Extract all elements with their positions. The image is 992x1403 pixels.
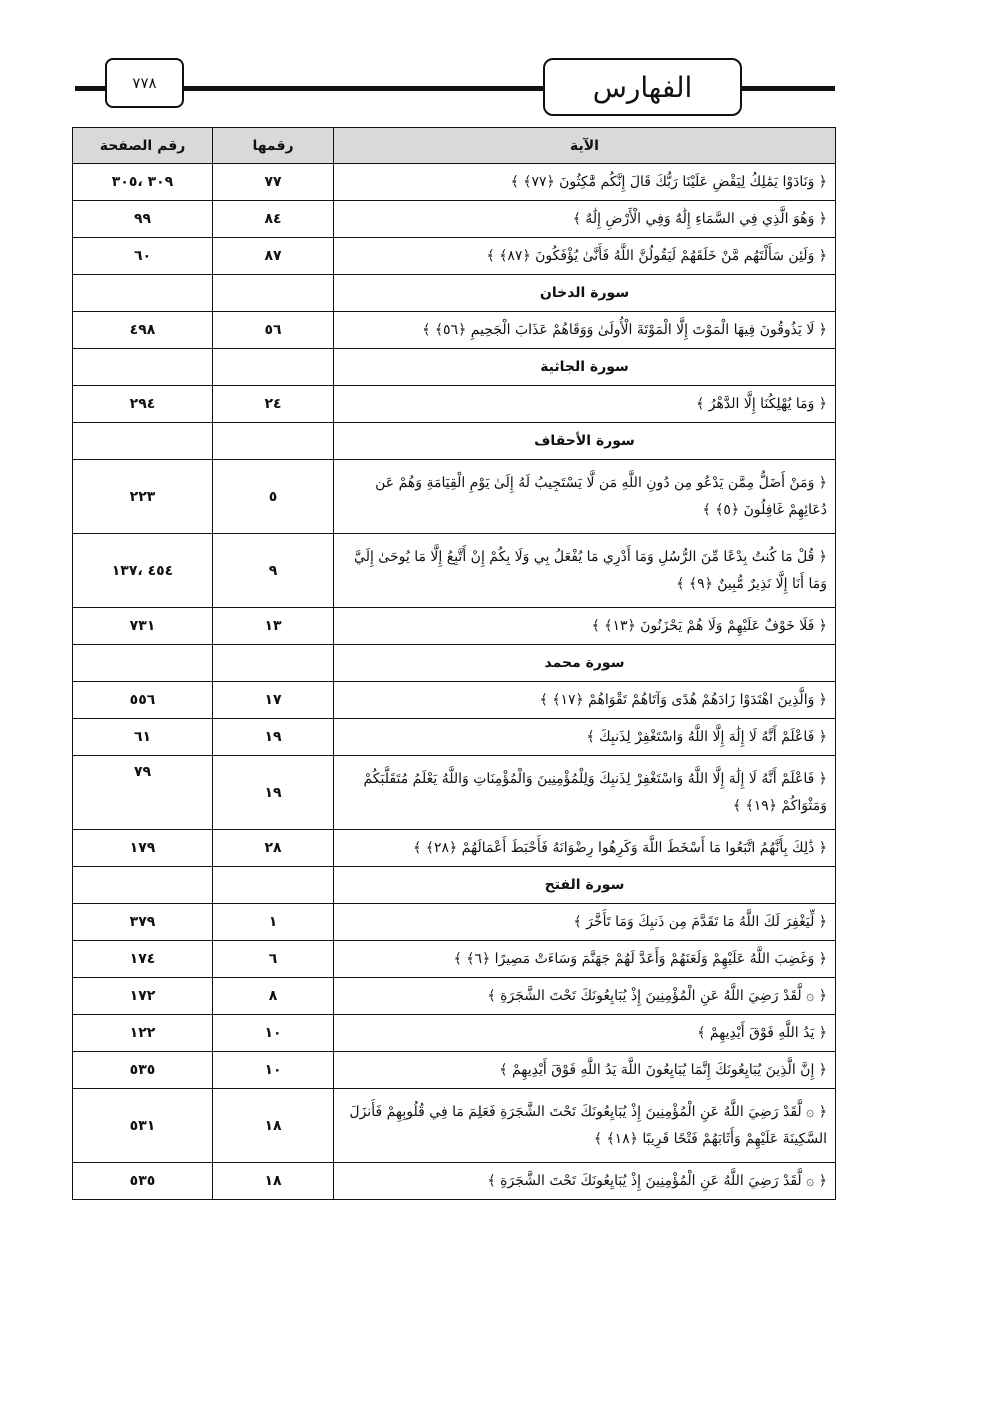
verse-number: ٧٧ bbox=[213, 164, 334, 201]
table-row bbox=[73, 756, 836, 830]
verse-number: ١٠ bbox=[213, 1052, 334, 1089]
verse-text: ﴿ قُلْ مَا كُنتُ بِدْعًا مِّنَ الرُّسُلِ وَمَا أَدْرِي مَا يُفْعَلُ بِي وَلَا بِكُمْ إِنْ أَتَّبِعُ إِلَّا مَا يُوحَىٰ إِلَيَّ وَمَا أَنَا إِلَّا نَذِيرٌ مُّبِينٌ ﴿٩﴾ ﴾ bbox=[334, 534, 836, 608]
surah-heading-row bbox=[73, 275, 836, 312]
verse-number: ٨٤ bbox=[213, 201, 334, 238]
table-row bbox=[73, 1052, 836, 1089]
empty-cell bbox=[213, 645, 334, 682]
verse-number: ٢٨ bbox=[213, 830, 334, 867]
surah-name: سورة الأحقاف bbox=[334, 423, 836, 460]
page-reference: ٦١ bbox=[73, 719, 213, 756]
table-row bbox=[73, 608, 836, 645]
table-row bbox=[73, 1163, 836, 1200]
surah-heading-row bbox=[73, 645, 836, 682]
page-reference: ٧٩ bbox=[73, 756, 213, 830]
table-row bbox=[73, 682, 836, 719]
verse-text: ﴿ إِنَّ الَّذِينَ يُبَايِعُونَكَ إِنَّمَا يُبَايِعُونَ اللَّهَ يَدُ اللَّهِ فَوْقَ أَيْدِيهِمْ ﴾ bbox=[334, 1052, 836, 1089]
page-reference: ١٧٤ bbox=[73, 941, 213, 978]
verse-number: ١٠ bbox=[213, 1015, 334, 1052]
page-reference: ٥٣٥ bbox=[73, 1163, 213, 1200]
page-reference: ٣٧٩ bbox=[73, 904, 213, 941]
page-reference: ١٢٢ bbox=[73, 1015, 213, 1052]
verse-number: ١ bbox=[213, 904, 334, 941]
empty-cell bbox=[73, 867, 213, 904]
verse-text: ﴿ وَنَادَوْا يَمَٰلِكُ لِيَقْضِ عَلَيْنَا رَبُّكَ قَالَ إِنَّكُم مَّٰكِثُونَ ﴿٧٧﴾ ﴾ bbox=[334, 164, 836, 201]
page-reference: ٢٢٣ bbox=[73, 460, 213, 534]
page-reference: ٢٩٤ bbox=[73, 386, 213, 423]
page-reference: ٤٥٤ ،١٣٧ bbox=[73, 534, 213, 608]
verse-text: ﴿ يَدُ اللَّهِ فَوْقَ أَيْدِيهِمْ ﴾ bbox=[334, 1015, 836, 1052]
surah-heading-row bbox=[73, 867, 836, 904]
verse-number: ١٨ bbox=[213, 1089, 334, 1163]
verse-text: ﴿ وَهُوَ الَّذِي فِي السَّمَاءِ إِلَٰهٌ وَفِي الْأَرْضِ إِلَٰهٌ ﴾ bbox=[334, 201, 836, 238]
empty-cell bbox=[73, 645, 213, 682]
page-reference: ٦٠ bbox=[73, 238, 213, 275]
empty-cell bbox=[73, 275, 213, 312]
empty-cell bbox=[213, 423, 334, 460]
table-row bbox=[73, 460, 836, 534]
empty-cell bbox=[73, 349, 213, 386]
surah-name: سورة الفتح bbox=[334, 867, 836, 904]
table-row bbox=[73, 904, 836, 941]
table-row bbox=[73, 978, 836, 1015]
verse-text: ﴿ لِّيَغْفِرَ لَكَ اللَّهُ مَا تَقَدَّمَ مِن ذَنبِكَ وَمَا تَأَخَّرَ ﴾ bbox=[334, 904, 836, 941]
column-header-page: رقم الصفحة bbox=[73, 128, 213, 164]
verse-text: ﴿ ۞ لَّقَدْ رَضِيَ اللَّهُ عَنِ الْمُؤْمِنِينَ إِذْ يُبَايِعُونَكَ تَحْتَ الشَّجَرَةِ فَعَلِمَ مَا فِي قُلُوبِهِمْ فَأَنزَلَ السَّكِينَةَ عَلَيْهِمْ وَأَثَابَهُمْ فَتْحًا قَرِيبًا ﴿١٨﴾ ﴾ bbox=[334, 1089, 836, 1163]
surah-heading-row bbox=[73, 349, 836, 386]
verse-text: ﴿ وَغَضِبَ اللَّهُ عَلَيْهِمْ وَلَعَنَهُمْ وَأَعَدَّ لَهُمْ جَهَنَّمَ وَسَاءَتْ مَصِيرًا ﴿٦﴾ ﴾ bbox=[334, 941, 836, 978]
table-row bbox=[73, 941, 836, 978]
verse-text: ﴿ ذَٰلِكَ بِأَنَّهُمُ اتَّبَعُوا مَا أَسْخَطَ اللَّهَ وَكَرِهُوا رِضْوَانَهُ فَأَحْبَطَ أَعْمَالَهُمْ ﴿٢٨﴾ ﴾ bbox=[334, 830, 836, 867]
empty-cell bbox=[213, 349, 334, 386]
page-reference: ٧٣١ bbox=[73, 608, 213, 645]
verse-number: ١٩ bbox=[213, 756, 334, 830]
verse-number: ٨ bbox=[213, 978, 334, 1015]
table-row bbox=[73, 201, 836, 238]
verse-text: ﴿ فَاعْلَمْ أَنَّهُ لَا إِلَٰهَ إِلَّا اللَّهُ وَاسْتَغْفِرْ لِذَنبِكَ ﴾ bbox=[334, 719, 836, 756]
verse-number: ٨٧ bbox=[213, 238, 334, 275]
table-row bbox=[73, 1015, 836, 1052]
empty-cell bbox=[73, 423, 213, 460]
page-title: الفهارس bbox=[543, 58, 742, 116]
surah-name: سورة الجاثية bbox=[334, 349, 836, 386]
page-reference: ٣٠٩ ،٣٠٥ bbox=[73, 164, 213, 201]
verse-number: ١٧ bbox=[213, 682, 334, 719]
verse-text: ﴿ لَا يَذُوقُونَ فِيهَا الْمَوْتَ إِلَّا الْمَوْتَةَ الْأُولَىٰ وَوَقَاهُمْ عَذَابَ الْجَحِيمِ ﴿٥٦﴾ ﴾ bbox=[334, 312, 836, 349]
table-row bbox=[73, 238, 836, 275]
page-reference: ٥٣١ bbox=[73, 1089, 213, 1163]
table-row bbox=[73, 1089, 836, 1163]
page-reference: ٥٥٦ bbox=[73, 682, 213, 719]
table-row bbox=[73, 312, 836, 349]
table-row bbox=[73, 830, 836, 867]
surah-name: سورة الدخان bbox=[334, 275, 836, 312]
column-header-number: رقمها bbox=[213, 128, 334, 164]
table-row bbox=[73, 534, 836, 608]
page-reference: ٤٩٨ bbox=[73, 312, 213, 349]
table-row bbox=[73, 386, 836, 423]
column-header-verse: الآية bbox=[334, 128, 836, 164]
surah-name: سورة محمد bbox=[334, 645, 836, 682]
verse-number: ١٩ bbox=[213, 719, 334, 756]
verse-text: ﴿ وَمَنْ أَضَلُّ مِمَّن يَدْعُو مِن دُونِ اللَّهِ مَن لَّا يَسْتَجِيبُ لَهُ إِلَىٰ يَوْمِ الْقِيَامَةِ وَهُمْ عَن دُعَائِهِمْ غَافِلُونَ ﴿٥﴾ ﴾ bbox=[334, 460, 836, 534]
verse-text: ﴿ فَاعْلَمْ أَنَّهُ لَا إِلَٰهَ إِلَّا اللَّهُ وَاسْتَغْفِرْ لِذَنبِكَ وَلِلْمُؤْمِنِينَ وَالْمُؤْمِنَاتِ وَاللَّهُ يَعْلَمُ مُتَقَلَّبَكُمْ وَمَثْوَاكُمْ ﴿١٩﴾ ﴾ bbox=[334, 756, 836, 830]
verse-number: ٦ bbox=[213, 941, 334, 978]
page-reference: ١٧٢ bbox=[73, 978, 213, 1015]
empty-cell bbox=[213, 867, 334, 904]
verse-number: ١٣ bbox=[213, 608, 334, 645]
verse-number: ١٨ bbox=[213, 1163, 334, 1200]
verse-number: ٥٦ bbox=[213, 312, 334, 349]
table-row bbox=[73, 719, 836, 756]
page-header bbox=[0, 0, 992, 120]
verse-text: ﴿ وَلَئِن سَأَلْتَهُم مَّنْ خَلَقَهُمْ لَيَقُولُنَّ اللَّهُ فَأَنَّىٰ يُؤْفَكُونَ ﴿٨٧﴾ ﴾ bbox=[334, 238, 836, 275]
surah-heading-row bbox=[73, 423, 836, 460]
verse-text: ﴿ وَمَا يُهْلِكُنَا إِلَّا الدَّهْرُ ﴾ bbox=[334, 386, 836, 423]
table-header-row bbox=[73, 128, 836, 164]
empty-cell bbox=[213, 275, 334, 312]
verse-text: ﴿ ۞ لَّقَدْ رَضِيَ اللَّهُ عَنِ الْمُؤْمِنِينَ إِذْ يُبَايِعُونَكَ تَحْتَ الشَّجَرَةِ ﴾ bbox=[334, 1163, 836, 1200]
page-reference: ١٧٩ bbox=[73, 830, 213, 867]
verse-text: ﴿ ۞ لَّقَدْ رَضِيَ اللَّهُ عَنِ الْمُؤْمِنِينَ إِذْ يُبَايِعُونَكَ تَحْتَ الشَّجَرَةِ ﴾ bbox=[334, 978, 836, 1015]
table-row bbox=[73, 164, 836, 201]
page-number: ٧٧٨ bbox=[105, 58, 184, 108]
verse-number: ٢٤ bbox=[213, 386, 334, 423]
verse-text: ﴿ فَلَا خَوْفٌ عَلَيْهِمْ وَلَا هُمْ يَحْزَنُونَ ﴿١٣﴾ ﴾ bbox=[334, 608, 836, 645]
verse-index-table bbox=[72, 127, 836, 1200]
page-reference: ٥٣٥ bbox=[73, 1052, 213, 1089]
verse-number: ٩ bbox=[213, 534, 334, 608]
verse-number: ٥ bbox=[213, 460, 334, 534]
page-reference: ٩٩ bbox=[73, 201, 213, 238]
verse-text: ﴿ وَالَّذِينَ اهْتَدَوْا زَادَهُمْ هُدًى وَآتَاهُمْ تَقْوَاهُمْ ﴿١٧﴾ ﴾ bbox=[334, 682, 836, 719]
